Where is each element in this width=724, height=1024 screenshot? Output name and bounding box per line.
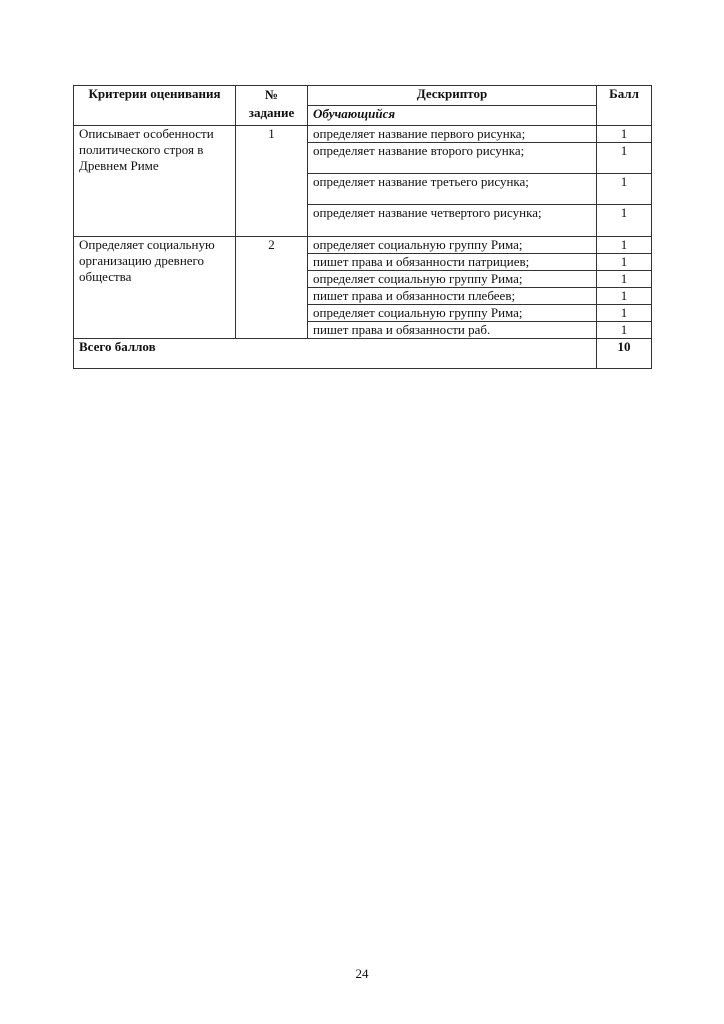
score-cell: 1 [597,322,652,339]
score-cell: 1 [597,271,652,288]
total-row [74,339,652,369]
descriptor-cell: определяет название четвертого рисунка; [308,205,597,237]
score-cell: 1 [597,143,652,174]
score-cell: 1 [597,288,652,305]
descriptor-cell: пишет права и обязанности плебеев; [308,288,597,305]
header-row [74,86,652,106]
total-label: Всего баллов [74,339,597,369]
descriptor-cell: определяет название второго рисунка; [308,143,597,174]
score-cell: 1 [597,237,652,254]
table-row [74,237,652,254]
score-cell: 1 [597,174,652,205]
descriptor-header: Дескриптор [308,86,597,106]
criterion-cell: Определяет социальную организацию древнего общества [74,237,236,339]
criterion-cell: Описывает особенности политического строя в Древнем Риме [74,126,236,237]
score-cell: 1 [597,305,652,322]
descriptor-cell: определяет социальную группу Рима; [308,305,597,322]
descriptor-cell: определяет социальную группу Рима; [308,271,597,288]
score-header: Балл [597,86,652,126]
descriptor-cell: определяет название третьего рисунка; [308,174,597,205]
task-number-header [236,86,308,126]
task-number-cell: 2 [236,237,308,339]
number-sign: № [264,87,279,102]
page-number: 24 [355,966,369,981]
criteria-header: Критерии оценивания [74,86,236,126]
score-cell: 1 [597,126,652,143]
total-score: 10 [597,339,652,369]
assessment-rubric-table [73,85,652,369]
learner-subheader: Обучающийся [308,106,597,126]
descriptor-cell: определяет название первого рисунка; [308,126,597,143]
score-cell: 1 [597,205,652,237]
descriptor-cell: пишет права и обязанности раб. [308,322,597,339]
score-cell: 1 [597,254,652,271]
descriptor-cell: определяет социальную группу Рима; [308,237,597,254]
descriptor-cell: пишет права и обязанности патрициев; [308,254,597,271]
table-row [74,126,652,143]
task-number-cell: 1 [236,126,308,237]
task-word: задание [248,105,295,120]
